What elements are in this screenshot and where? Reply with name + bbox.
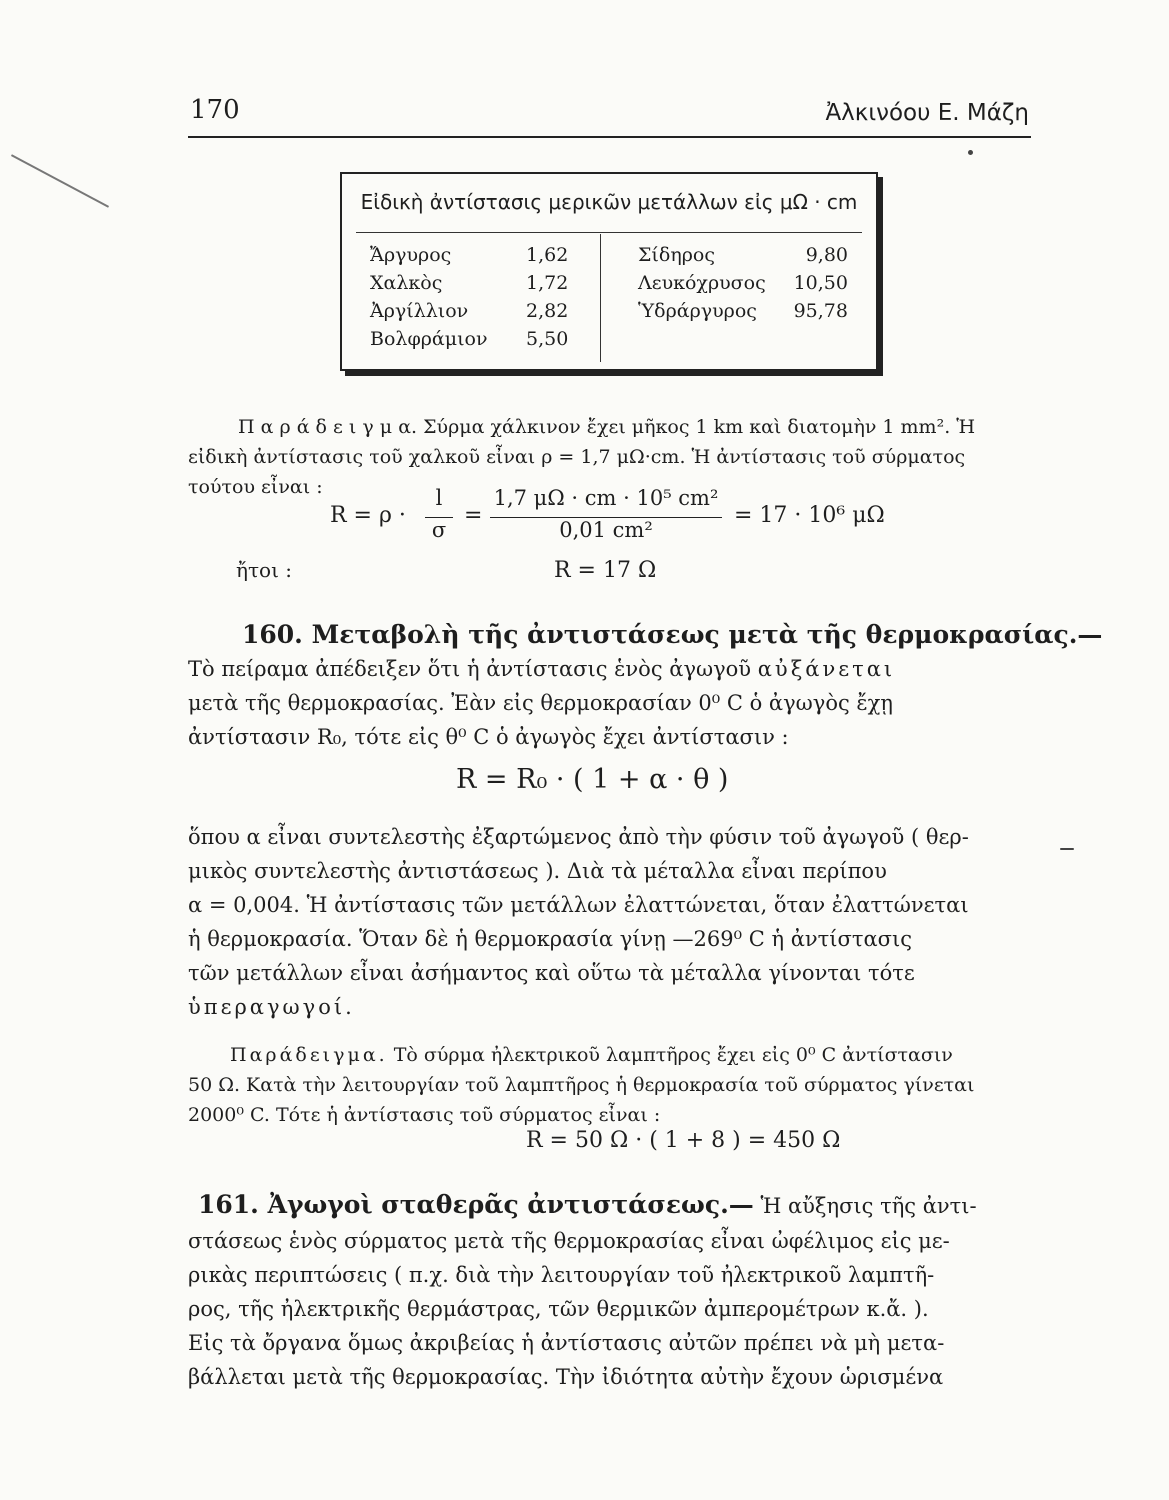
section-161-line-2: στάσεως ἑνὸς σύρματος μετὰ τῆς θερμοκρασίας εἶναι ὠφέλιμος εἰς με- [188, 1229, 950, 1253]
section-161-line-1 [198, 1188, 1038, 1223]
section-160-para-2-line-5: τῶν μετάλλων εἶναι ἀσήμαντος καὶ οὕτω τὰ μέταλλα γίνονται τότε [188, 961, 915, 985]
table-header-rule [356, 232, 862, 233]
formula-lhs: R = ρ · [330, 503, 406, 528]
scan-speck [1060, 848, 1074, 850]
table-row [638, 244, 848, 272]
example-1-line-2: εἰδικὴ ἀντίστασις τοῦ χαλκοῦ εἶναι ρ = 1,7 μΩ·cm. Ἡ ἀντίστασις τοῦ σύρματος [188, 446, 966, 468]
table-row [370, 272, 590, 300]
table-row [638, 272, 848, 300]
metal-name: Χαλκὸς [370, 272, 443, 294]
page-number: 170 [190, 95, 240, 125]
section-160-line-1 [188, 652, 1028, 686]
formula-equals: = [464, 503, 483, 528]
table-title: Εἰδικὴ ἀντίστασις μερικῶν μετάλλων εἰς μΩ · cm [360, 190, 858, 214]
running-header-author: Ἀλκινόου Ε. Μάζη [825, 100, 1029, 126]
example-text: Σύρμα χάλκινον ἔχει μῆκος 1 km καὶ διατομὴν 1 mm². Ἡ [417, 416, 976, 438]
text: Τὸ πείραμα ἀπέδειξεν ὅτι ἡ ἀντίστασις ἑνὸς ἀγωγοῦ [188, 657, 758, 681]
hetoi-label: ἤτοι : [236, 558, 293, 582]
text: Ἡ αὔξησις τῆς ἀντι- [753, 1194, 977, 1218]
section-161-line-4: ρος, τῆς ἠλεκτρικῆς θερμάστρας, τῶν θερμικῶν ἀμπερομέτρων κ.ἄ. ). [188, 1297, 929, 1321]
scan-speck [968, 150, 973, 155]
fraction-numerator: 1,7 μΩ · cm · 10⁵ cm² [493, 486, 719, 510]
resistivity-table [340, 172, 878, 371]
section-161-heading: 161. Ἀγωγοὶ σταθερᾶς ἀντιστάσεως.— [198, 1190, 754, 1219]
table-row [370, 300, 590, 328]
section-160-para-2-line-2: μικὸς συντελεστὴς ἀντιστάσεως ). Διὰ τὰ μέταλλα εἶναι περίπου [188, 859, 887, 883]
metal-name: Σίδηρος [638, 244, 715, 266]
formula-result: R = 17 Ω [554, 558, 657, 583]
example-2-line-2: 50 Ω. Κατὰ τὴν λειτουργίαν τοῦ λαμπτῆρος ἡ θερμοκρασία τοῦ σύρματος γίνεται [188, 1074, 975, 1096]
metal-name: Ὑδράργυρος [638, 300, 757, 322]
metal-value: 10,50 [793, 272, 848, 294]
metal-name: Βολφράμιον [370, 328, 488, 350]
temperature-formula: R = R₀ · ( 1 + α · θ ) [456, 764, 729, 795]
metal-name: Λευκόχρυσος [638, 272, 766, 294]
section-160-para-2-line-1: ὅπου α εἶναι συντελεστὴς ἐξαρτώμενος ἀπὸ τὴν φύσιν τοῦ ἀγωγοῦ ( θερ- [188, 825, 969, 849]
scan-mark [11, 154, 109, 207]
section-160-heading: 160. Μεταβολὴ τῆς ἀντιστάσεως μετὰ τῆς θερμοκρασίας.— [242, 620, 1103, 649]
fraction-denominator: 0,01 cm² [559, 518, 653, 542]
section-161-line-3: ρικὰς περιπτώσεις ( π.χ. διὰ τὴν λειτουργίαν τοῦ ἠλεκτρικοῦ λαμπτῆ- [188, 1263, 935, 1287]
metal-value: 2,82 [526, 300, 569, 322]
example-1-line-1 [238, 412, 1038, 442]
metal-value: 1,72 [526, 272, 569, 294]
metal-value: 5,50 [526, 328, 569, 350]
example-2-line-3: 2000⁰ C. Τότε ἡ ἀντίστασις τοῦ σύρματος εἶναι : [188, 1104, 661, 1126]
metal-name: Ἀργίλλιον [370, 300, 469, 322]
metal-value: 1,62 [526, 244, 569, 266]
example-label: Παράδειγμα. [230, 1044, 388, 1066]
section-160-para-2-line-3: α = 0,004. Ἡ ἀντίστασις τῶν μετάλλων ἐλαττώνεται, ὅταν ἐλαττώνεται [188, 893, 969, 917]
section-160-para-2-line-4: ἡ θερμοκρασία. Ὅταν δὲ ἡ θερμοκρασία γίνῃ —269⁰ C ἡ ἀντίστασις [188, 927, 912, 951]
metal-value: 9,80 [805, 244, 848, 266]
header-rule [188, 136, 1031, 138]
table-column-divider [600, 234, 601, 362]
section-161-line-6: βάλλεται μετὰ τῆς θερμοκρασίας. Τὴν ἰδιότητα αὐτὴν ἔχουν ὡρισμένα [188, 1365, 944, 1389]
fraction-numerator: l [435, 486, 443, 510]
section-160-para-2-line-6: ὑπεραγωγοί. [188, 995, 355, 1019]
example-text: Τὸ σύρμα ἠλεκτρικοῦ λαμπτῆρος ἔχει εἰς 0⁰ C ἀντίστασιν [387, 1044, 953, 1066]
example-1-line-3: τούτου εἶναι : [188, 476, 323, 498]
formula-rhs: = 17 · 10⁶ μΩ [734, 503, 885, 528]
metal-name: Ἄργυρος [370, 244, 452, 266]
table-row [370, 328, 590, 356]
section-160-line-2: μετὰ τῆς θερμοκρασίας. Ἐὰν εἰς θερμοκρασίαν 0⁰ C ὁ ἀγωγὸς ἔχῃ [188, 691, 893, 715]
table-row [638, 300, 848, 328]
fraction-denominator: σ [431, 518, 447, 542]
example-label: Π α ρ ά δ ε ι γ μ α. [238, 416, 418, 438]
metal-value: 95,78 [793, 300, 848, 322]
section-160-line-3: ἀντίστασιν R₀, τότε εἰς θ⁰ C ὁ ἀγωγὸς ἔχει ἀντίστασιν : [188, 725, 789, 749]
section-161-line-5: Εἰς τὰ ὄργανα ὅμως ἀκριβείας ἡ ἀντίστασις αὐτῶν πρέπει νὰ μὴ μετα- [188, 1331, 945, 1355]
example-2-line-1 [230, 1040, 1040, 1070]
emphasized-text: αὐξάνεται [757, 657, 896, 681]
table-row [370, 244, 590, 272]
example-2-formula: R = 50 Ω · ( 1 + 8 ) = 450 Ω [526, 1128, 841, 1153]
